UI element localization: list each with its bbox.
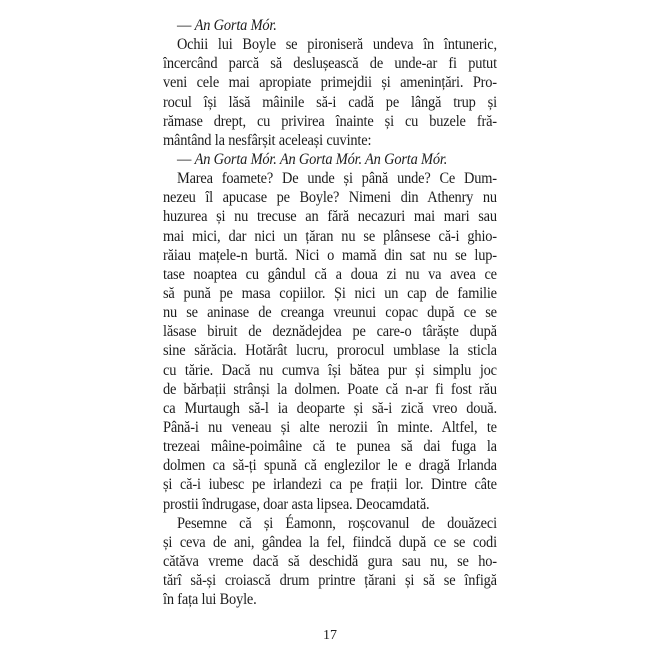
italic-phrase: An Gorta Mór. An Gorta Mór. An Gorta Mór. bbox=[194, 150, 448, 168]
text-line: nu se aninase de creanga vreunui copac după ce se bbox=[163, 304, 497, 322]
text-line: și că-i iubesc pe irlandezi ca pe frații lor. Dintre câte bbox=[163, 476, 497, 494]
text-line: veni cele mai apropiate primejdii și amenințări. Pro- bbox=[163, 74, 497, 92]
text-line: Până-i nu veneau și alte nerozii în minte. Altfel, te bbox=[163, 418, 497, 436]
text-line: de bărbații strânși la dolmen. Poate că n-ar fi fost rău bbox=[163, 380, 497, 398]
dialogue-line bbox=[163, 150, 497, 169]
text-line: rămase drept, cu privirea înainte și cu buzele fră- bbox=[163, 112, 497, 130]
text-line: să pună pe masa copiilor. Și nici un cap de familie bbox=[163, 284, 497, 302]
paragraph-last-line: mântând la nesfârșit aceleași cuvinte: bbox=[163, 131, 372, 149]
paragraph-last-line: în fața lui Boyle. bbox=[163, 591, 257, 609]
text-line: și ceva de ani, gândea la fel, fiindcă după ce se codi bbox=[163, 533, 497, 551]
em-dash: — bbox=[176, 150, 195, 168]
em-dash: — bbox=[176, 17, 195, 34]
text-line: trezeai mâine-poimâine că te punea să dai fuga la bbox=[163, 438, 497, 456]
text-line: lăsase biruit de deznădejdea pe care-o târăște după bbox=[163, 323, 497, 341]
text-line: cătăva vreme dacă să deschidă gura sau nu, se ho- bbox=[163, 552, 497, 570]
text-line: rocul își lăsă mâinile să-i cadă pe lângă trup și bbox=[163, 93, 497, 111]
text-line: huzurea și nu trecuse an fără necazuri mai mari sau bbox=[163, 208, 497, 226]
text-line: nezeu îl apucase pe Boyle? Nimeni din Athenry nu bbox=[163, 189, 497, 207]
text-line: cu tărie. Dacă nu cumva își bătea pur și simplu joc bbox=[163, 361, 497, 379]
text-line: tase noaptea cu gândul că a doua zi nu va avea ce bbox=[163, 265, 497, 283]
text-line: mai mici, dar nici un țăran nu se plânsese că-i ghio- bbox=[163, 227, 497, 245]
paragraph-first-line: Pesemne că și Éamonn, roșcovanul de douăzeci bbox=[176, 514, 497, 532]
paragraph-last-line: prostii îndrugase, doar asta lipsea. Deocamdată. bbox=[163, 495, 430, 513]
dialogue-line bbox=[163, 16, 497, 35]
paragraph-first-line: Marea foamete? De unde și până unde? Ce Dum- bbox=[176, 170, 497, 188]
text-line: dolmen ca să-ți spună că englezilor le e dragă Irlanda bbox=[163, 457, 497, 475]
page-number: 17 bbox=[323, 628, 337, 643]
italic-phrase: An Gorta Mór. bbox=[194, 17, 277, 34]
body-text bbox=[163, 16, 497, 609]
text-line: ca Murtaugh să-l ia deoparte și să-i zică vreo două. bbox=[163, 399, 497, 417]
text-line: sine sărăcia. Hotărât lucru, prorocul umblase la sticla bbox=[163, 342, 497, 360]
paragraph-first-line: Ochii lui Boyle se pironiseră undeva în întuneric, bbox=[176, 36, 497, 54]
text-line: tărî să-și croiască drum printre țărani și să se înfigă bbox=[163, 572, 497, 590]
text-line: încercând parcă să deslușească de unde-ar fi putut bbox=[163, 55, 497, 73]
text-line: răiau mațele-n burtă. Nici o mamă din sat nu se lup- bbox=[163, 246, 497, 264]
